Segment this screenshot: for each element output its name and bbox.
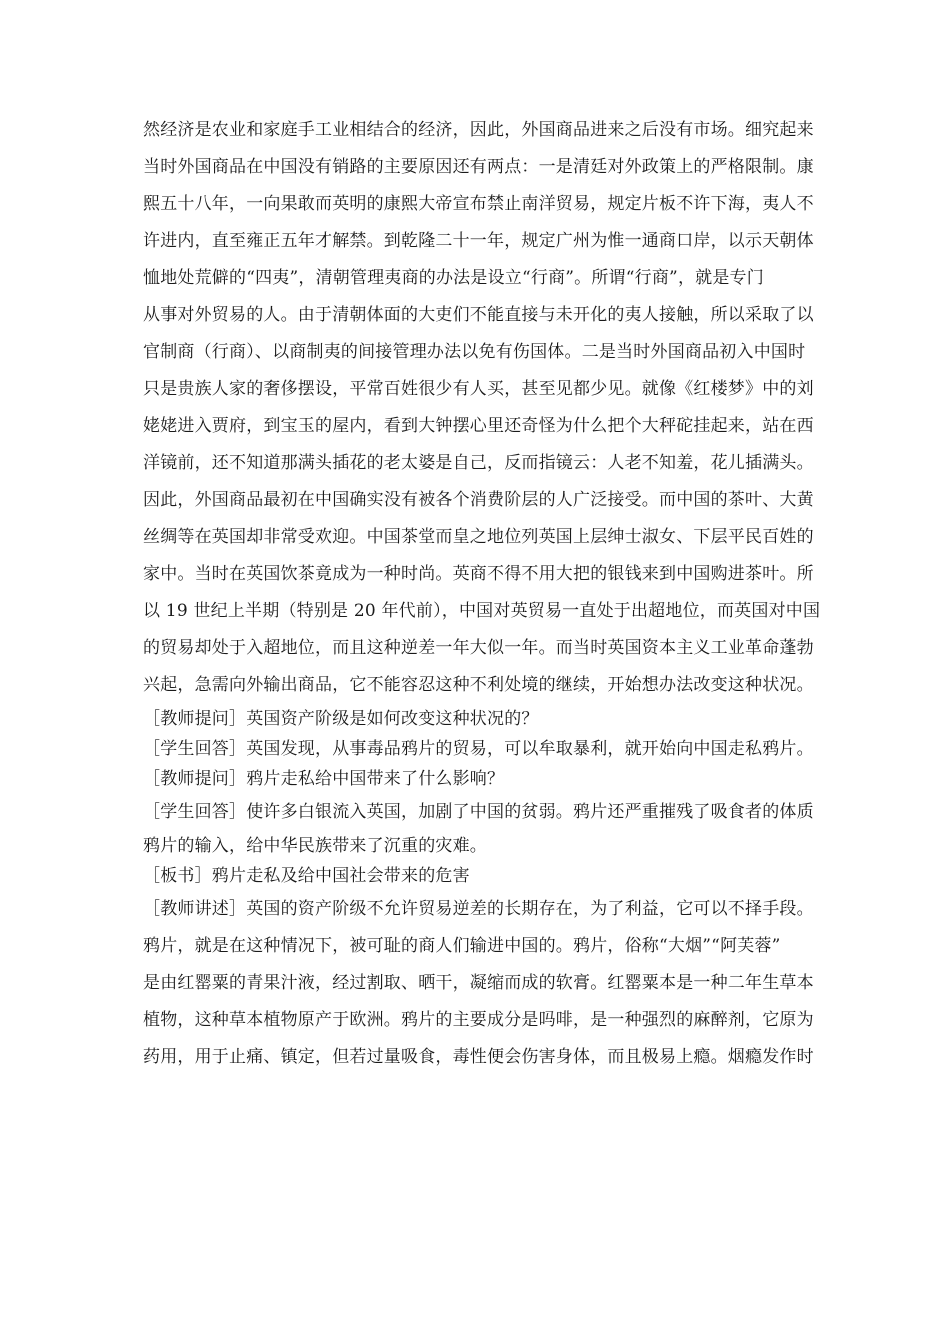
text-line: 从事对外贸易的人。由于清朝体面的大吏们不能直接与未开化的夷人接触，所以采取了以: [143, 305, 814, 325]
dialogue-line: ［教师讲述］英国的资产阶级不允许贸易逆差的长期存在，为了利益，它可以不择手段。: [143, 899, 814, 919]
text-line: 的贸易却处于入超地位，而且这种逆差一年大似一年。而当时英国资本主义工业革命蓬勃: [143, 638, 814, 658]
text-line: 药用，用于止痛、镇定，但若过量吸食，毒性便会伤害身体，而且极易上瘾。烟瘾发作时: [143, 1047, 814, 1067]
text-line: 许进内，直至雍正五年才解禁。到乾隆二十一年，规定广州为惟一通商口岸，以示天朝体: [143, 231, 814, 251]
dialogue-line: ［学生回答］使许多白银流入英国，加剧了中国的贫弱。鸦片还严重摧残了吸食者的体质: [143, 802, 814, 822]
text-line: 因此，外国商品最初在中国确实没有被各个消费阶层的人广泛接受。而中国的茶叶、大黄: [143, 490, 814, 510]
text-line: 只是贵族人家的奢侈摆设，平常百姓很少有人买，甚至见都少见。就像《红楼梦》中的刘: [143, 379, 814, 399]
blackboard-line: ［板书］鸦片走私及给中国社会带来的危害: [143, 866, 470, 886]
dialogue-line: ［教师提问］鸦片走私给中国带来了什么影响？: [143, 769, 505, 789]
text-line: 官制商（行商）、以商制夷的间接管理办法以免有伤国体。二是当时外国商品初入中国时: [143, 342, 806, 362]
text-line: 姥姥进入贾府，到宝玉的屋内，看到大钟摆心里还奇怪为什么把个大秤砣挂起来，站在西: [143, 416, 814, 436]
text-line: 植物，这种草本植物原产于欧洲。鸦片的主要成分是吗啡，是一种强烈的麻醉剂，它原为: [143, 1010, 814, 1030]
text-line: 兴起，急需向外输出商品，它不能容忍这种不利处境的继续，开始想办法改变这种状况。: [143, 675, 814, 695]
dialogue-line: ［教师提问］英国资产阶级是如何改变这种状况的？: [143, 709, 539, 729]
text-line: 恤地处荒僻的“四夷”，清朝管理夷商的办法是设立“行商”。所谓“行商”，就是专门: [143, 268, 764, 288]
body-text: [143, 112, 823, 1076]
text-line: 是由红罂粟的青果汁液，经过割取、晒干，凝缩而成的软膏。红罂粟本是一种二年生草本: [143, 973, 814, 993]
text-line: 鸦片，就是在这种情况下，被可耻的商人们输进中国的。鸦片，俗称“大烟”“阿芙蓉”: [143, 936, 781, 956]
text-line: 洋镜前，还不知道那满头插花的老太婆是自己，反而指镜云：人老不知羞，花儿插满头。: [143, 453, 814, 473]
text-line: 熙五十八年，一向果敢而英明的康熙大帝宣布禁止南洋贸易，规定片板不许下海，夷人不: [143, 194, 814, 214]
text-line: 家中。当时在英国饮茶竟成为一种时尚。英商不得不用大把的银钱来到中国购进茶叶。所: [143, 564, 814, 584]
text-line: 丝绸等在英国却非常受欢迎。中国茶堂而皇之地位列英国上层绅士淑女、下层平民百姓的: [143, 527, 814, 547]
text-line: 然经济是农业和家庭手工业相结合的经济，因此，外国商品进来之后没有市场。细究起来: [143, 120, 814, 140]
dialogue-line: ［学生回答］英国发现，从事毒品鸦片的贸易，可以牟取暴利，就开始向中国走私鸦片。: [143, 739, 814, 759]
text-line: 当时外国商品在中国没有销路的主要原因还有两点：一是清廷对外政策上的严格限制。康: [143, 157, 814, 177]
text-line: 鸦片的输入，给中华民族带来了沉重的灾难。: [143, 836, 487, 856]
text-line: 以 19 世纪上半期（特别是 20 年代前），中国对英贸易一直处于出超地位，而英国对中国: [143, 601, 821, 621]
